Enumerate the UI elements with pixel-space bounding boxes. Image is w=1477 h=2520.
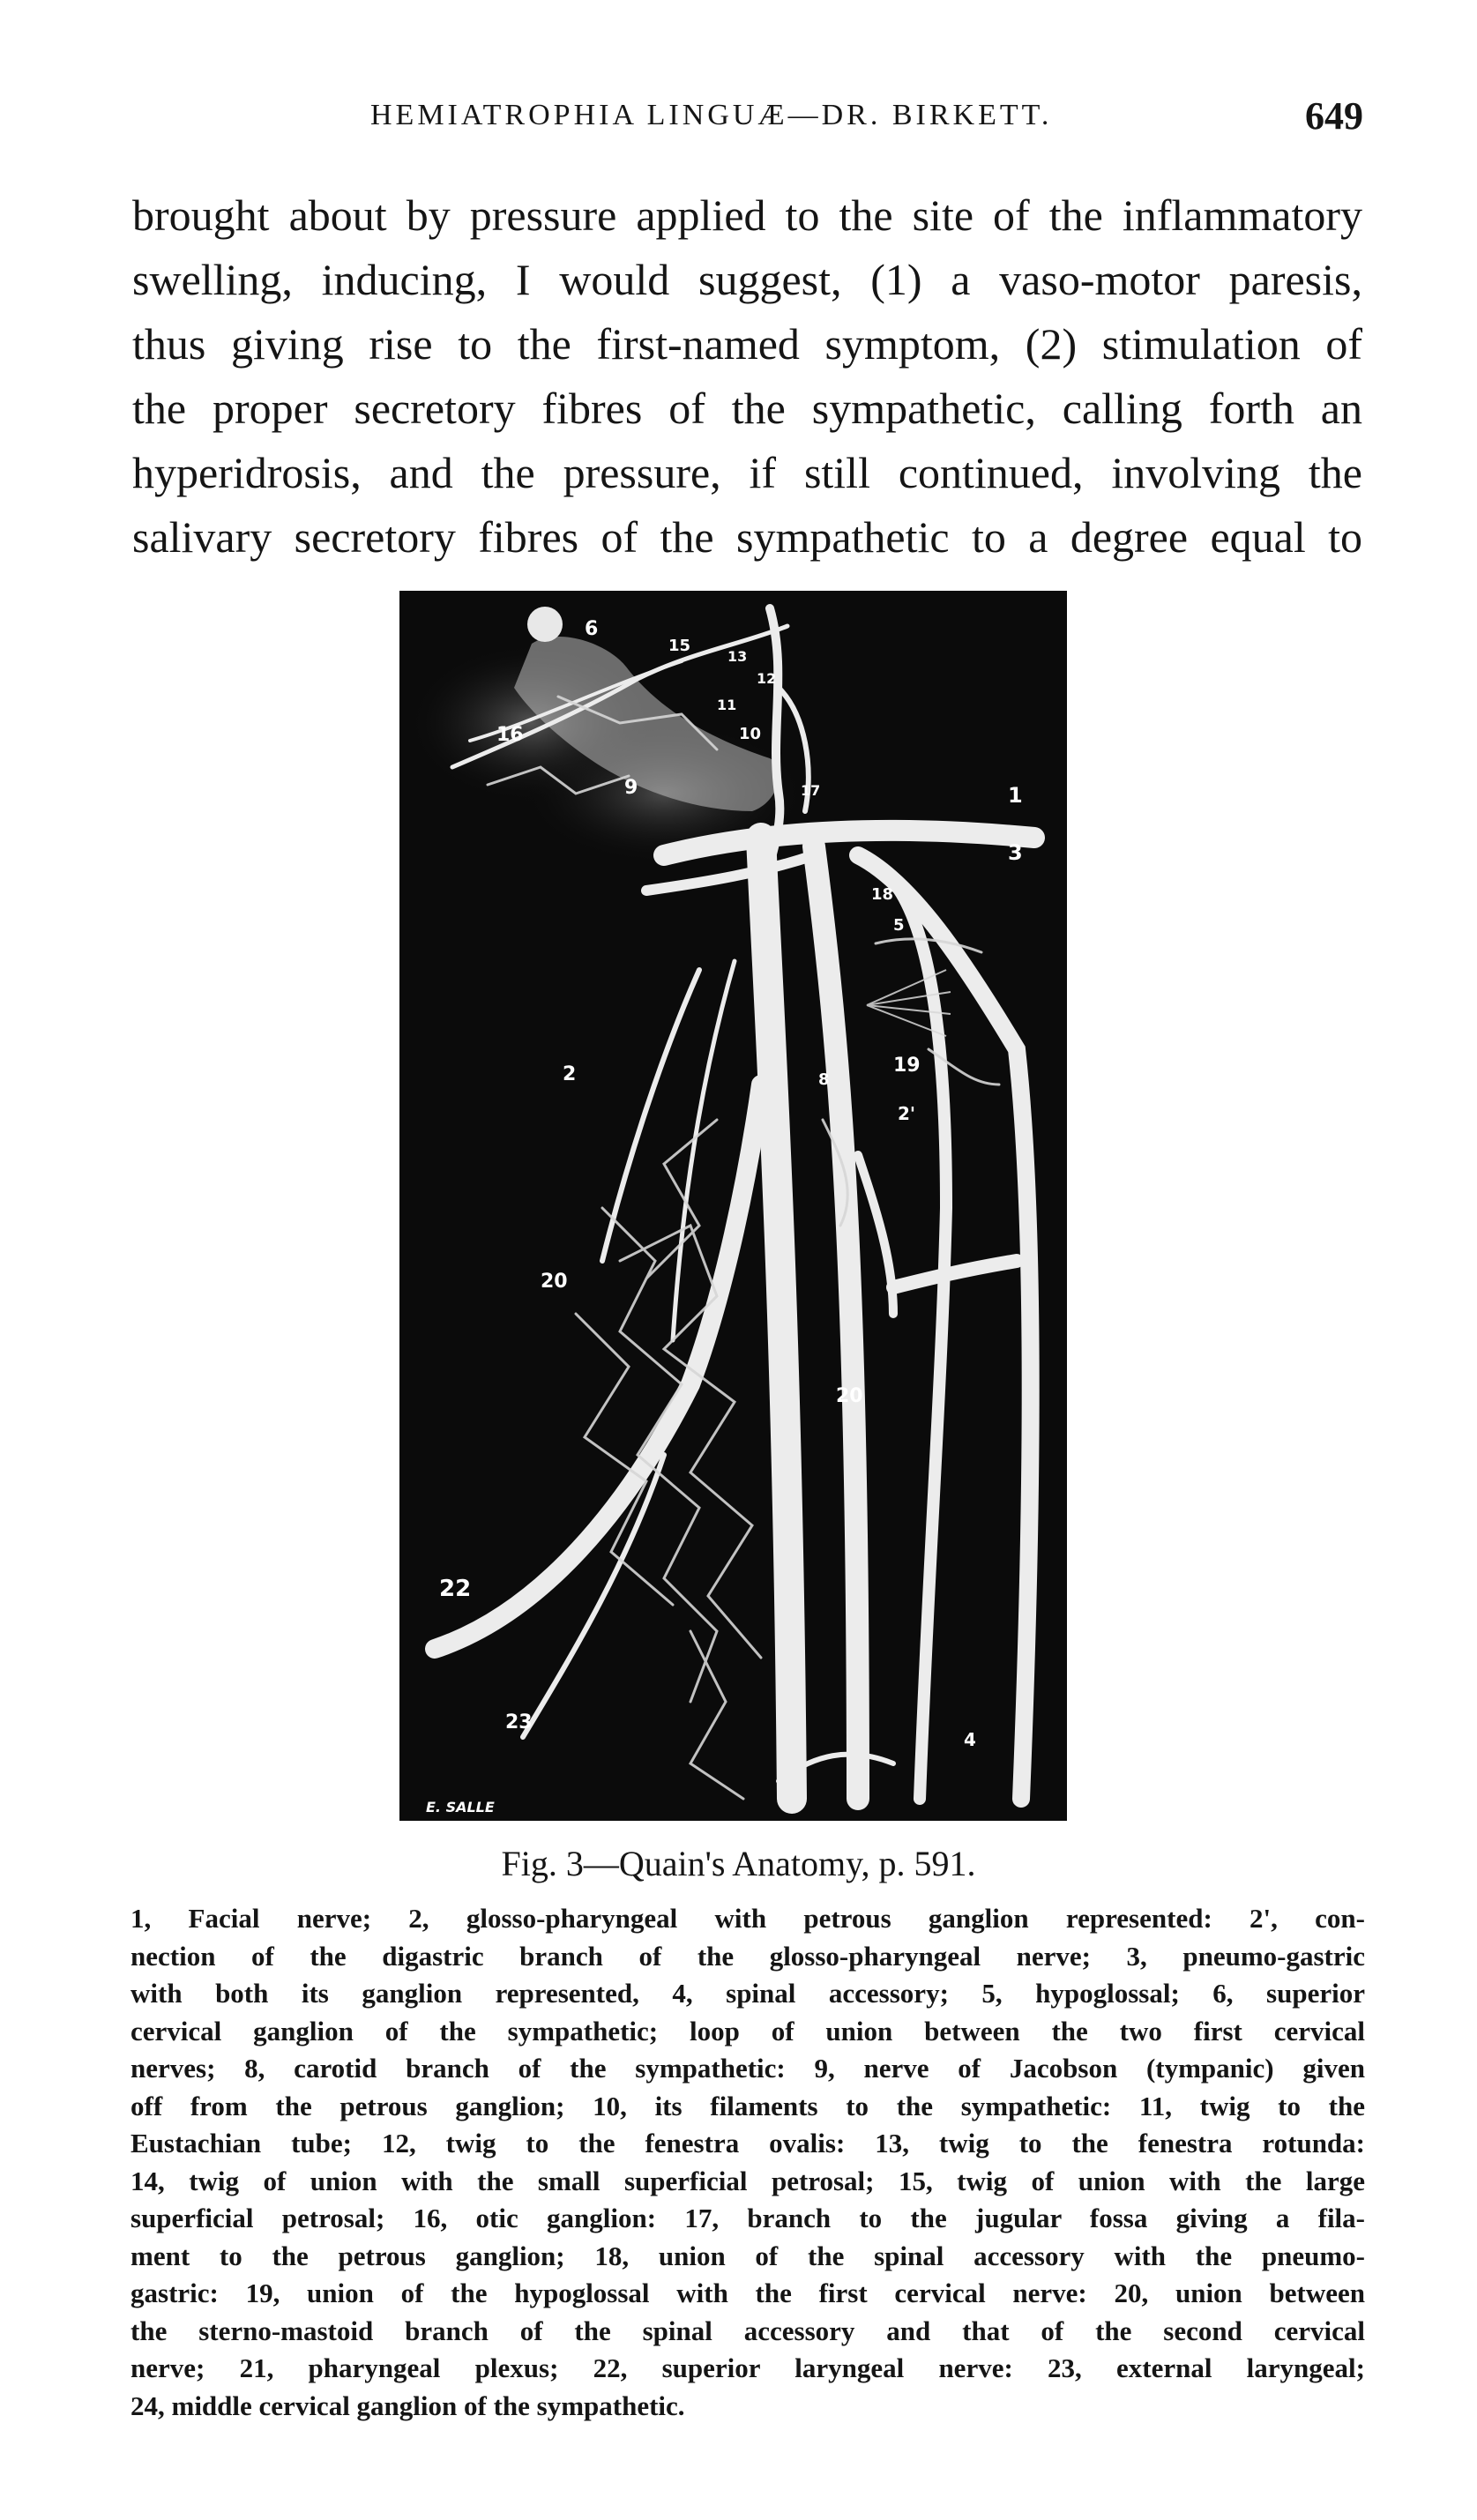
legend-line: cervical ganglion of the sympathetic; loop of union between the two first cervical xyxy=(131,2015,1365,2047)
fig-label-6: 8 xyxy=(818,1070,830,1089)
legend-line: with both its ganglion represented, 4, spinal accessory; 5, hypoglossal; 6, superior xyxy=(131,1978,1365,2009)
fig-label-9: 9 xyxy=(624,777,638,799)
fig-label-22: 22 xyxy=(439,1576,472,1602)
fig-label-11: 11 xyxy=(717,697,737,713)
fig-label-1: 1 xyxy=(1008,783,1023,808)
legend-line: Eustachian tube; 12, twig to the fenestra ovalis: 13, twig to the fenestra rotunda: xyxy=(131,2128,1365,2158)
body-line: salivary secretory fibres of the sympathetic to a degree equal to xyxy=(132,512,1362,562)
fig-label-13: 13 xyxy=(727,648,748,665)
fig-label-2: 2 xyxy=(563,1063,577,1085)
running-head xyxy=(0,94,1477,143)
body-line: the proper secretory fibres of the sympathetic, calling forth an xyxy=(132,384,1362,433)
legend-line: superficial petrosal; 16, otic ganglion: 17, branch to the jugular fossa giving a fila- xyxy=(131,2203,1365,2233)
fig-label-10: 10 xyxy=(739,725,762,743)
artist-signature: E. SALLE xyxy=(426,1799,495,1815)
fig-label-2-prime: 2' xyxy=(898,1103,916,1124)
legend-line: 1, Facial nerve; 2, glosso-pharyngeal with petrous ganglion represented: 2', con- xyxy=(131,1903,1365,1934)
fig-label-19: 19 xyxy=(893,1055,921,1077)
fig-label-12: 12 xyxy=(757,670,777,687)
fig-label-23: 23 xyxy=(505,1711,533,1733)
legend-line: nection of the digastric branch of the glosso-pharyngeal nerve; 3, pneumo-gastric xyxy=(131,1940,1365,1972)
anatomical-engraving xyxy=(399,591,1067,1821)
fig-label-17: 17 xyxy=(801,782,821,799)
fig-label-16: 16 xyxy=(496,724,524,746)
fig-label-4: 4 xyxy=(964,1729,976,1750)
fig-label-20: 20 xyxy=(836,1385,863,1407)
legend-line: nerve; 21, pharyngeal plexus; 22, superior laryngeal nerve: 23, external laryngeal; xyxy=(131,2352,1365,2383)
fig-label-18: 18 xyxy=(871,885,894,904)
body-paragraph xyxy=(132,183,1362,570)
page-number: 649 xyxy=(1305,94,1363,138)
figure-legend xyxy=(131,1900,1365,2425)
body-line: thus giving rise to the first-named symptom, (2) stimulation of xyxy=(132,319,1362,369)
nerve-illustration xyxy=(399,591,1067,1821)
legend-line: 14, twig of union with the small superficial petrosal; 15, twig of union with the large xyxy=(131,2165,1365,2196)
fig-label-15: 15 xyxy=(668,637,691,655)
fig-label-8: 6 xyxy=(585,618,599,640)
fig-label-3: 3 xyxy=(1008,840,1023,865)
fig-label-5: 5 xyxy=(893,916,905,935)
legend-line: nerves; 8, carotid branch of the sympathetic: 9, nerve of Jacobson (tympanic) given xyxy=(131,2053,1365,2084)
body-line: hyperidrosis, and the pressure, if still continued, involving the xyxy=(132,448,1362,497)
fig-label-21: 20 xyxy=(541,1271,568,1293)
legend-line: 24, middle cervical ganglion of the sympathetic. xyxy=(131,2390,685,2421)
legend-line: off from the petrous ganglion; 10, its filaments to the sympathetic: 11, twig to the xyxy=(131,2090,1365,2121)
legend-line: the sterno-mastoid branch of the spinal accessory and that of the second cervical xyxy=(131,2315,1365,2346)
legend-line: ment to the petrous ganglion; 18, union of the spinal accessory with the pneumo- xyxy=(131,2240,1365,2271)
running-title: HEMIATROPHIA LINGUÆ—DR. BIRKETT. xyxy=(370,99,1053,131)
figure-caption: Fig. 3—Quain's Anatomy, p. 591. xyxy=(501,1844,976,1883)
body-line: swelling, inducing, I would suggest, (1) a vaso-motor paresis, xyxy=(132,255,1362,304)
legend-line: gastric: 19, union of the hypoglossal with the first cervical nerve: 20, union between xyxy=(131,2278,1365,2308)
body-line: brought about by pressure applied to the site of the inflammatory xyxy=(132,190,1362,240)
